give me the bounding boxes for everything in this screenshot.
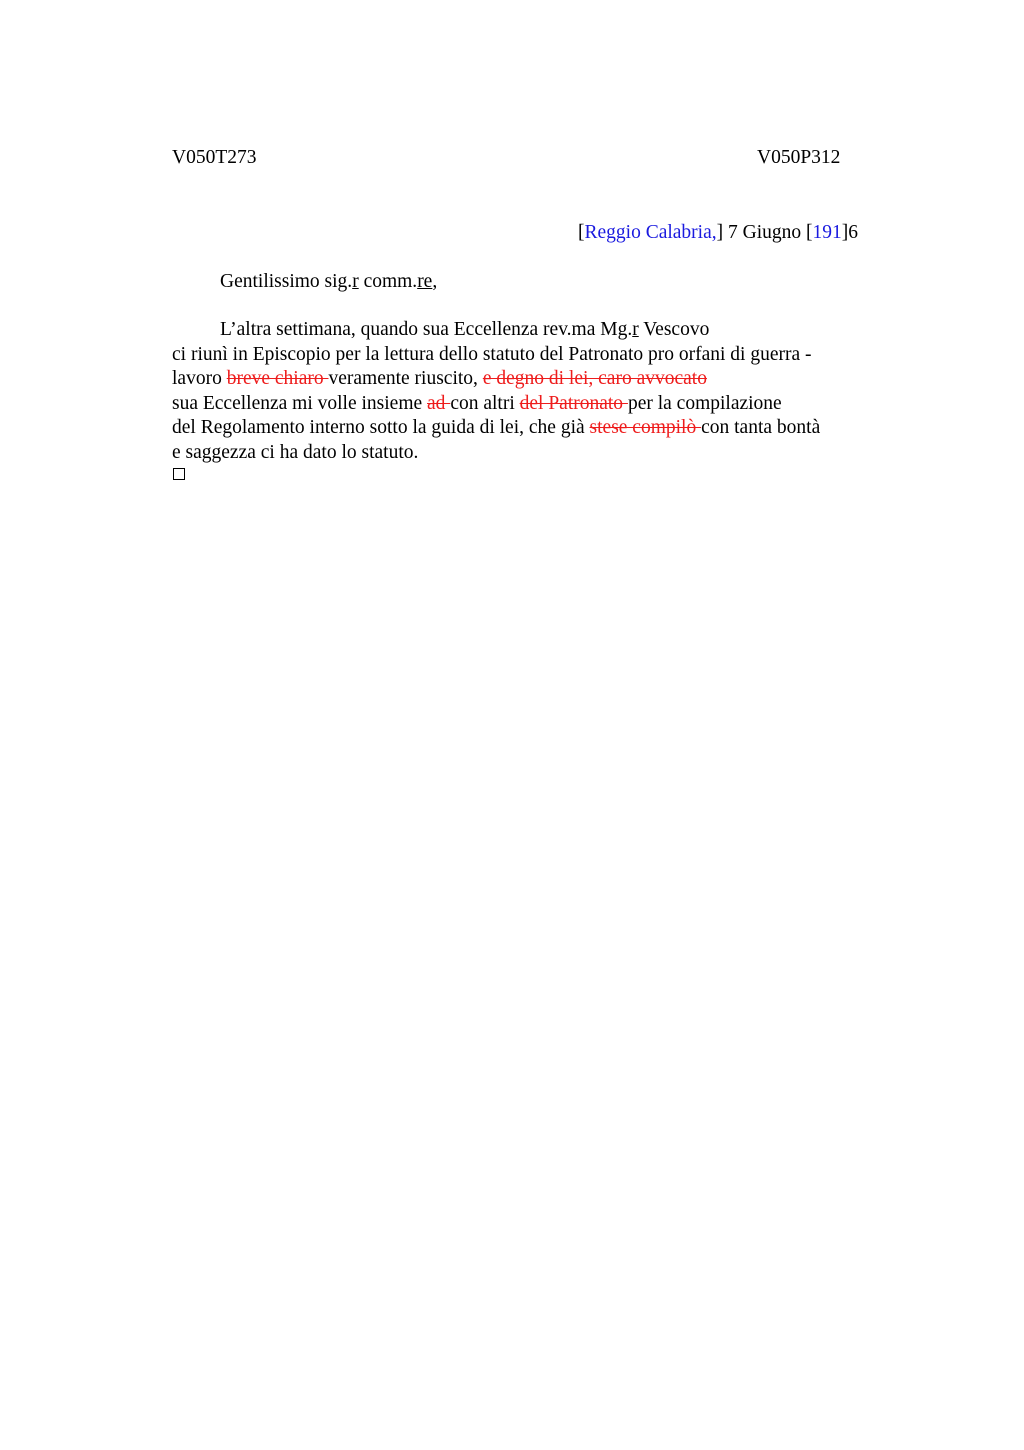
dateline-bracket: ] (841, 222, 849, 243)
body-text: lavoro (172, 368, 227, 389)
body-line-6: e saggezza ci ha dato lo statuto. (172, 442, 419, 463)
salutation-text: , (432, 271, 438, 292)
body-text: sua Eccellenza mi volle insieme (172, 393, 428, 414)
dateline-date: 7 Giugno (723, 222, 806, 243)
body-text: veramente riuscito, (328, 368, 483, 389)
salutation (220, 270, 437, 295)
deleted-text: del Patronato (519, 393, 628, 414)
dateline-year-digit: 6 (848, 222, 858, 243)
body-text: del Regolamento interno sotto la guida di lei, che già (172, 417, 590, 438)
body-text: Vescovo (638, 319, 710, 340)
body-line-4 (172, 392, 782, 417)
deleted-text: stese compilò (589, 417, 702, 438)
body-text: L’altra settimana, quando sua Eccellenza rev.ma Mg. (220, 319, 633, 340)
dateline (578, 221, 858, 246)
salutation-text: Gentilissimo sig. (220, 271, 353, 292)
body-text: con altri (450, 393, 520, 414)
body-text: per la compilazione (627, 393, 782, 414)
dateline-bracket: [ (577, 222, 585, 243)
deleted-text: ad (427, 393, 451, 414)
body-line-5 (172, 416, 820, 441)
dateline-year-insert: 191 (812, 222, 842, 243)
deleted-text: breve chiaro (226, 368, 329, 389)
dateline-bracket: [ (806, 222, 813, 243)
deleted-text: e degno di lei, caro avvocato (482, 368, 707, 389)
checkbox-square-icon (173, 468, 185, 480)
abbreviation-underline: r (632, 319, 639, 340)
dateline-bracket: ] (716, 222, 724, 243)
salutation-text: comm. (358, 271, 418, 292)
document-code-right: V050P312 (757, 147, 841, 168)
body-text: con tanta bontà (701, 417, 821, 438)
dateline-place: Reggio Calabria, (584, 222, 717, 243)
document-code-left: V050T273 (172, 147, 257, 168)
body-line-2: ci riunì in Episcopio per la lettura dello statuto del Patronato pro orfani di guerra - (172, 344, 812, 365)
abbreviation-underline: re (417, 271, 433, 292)
body-line-1 (220, 318, 709, 343)
abbreviation-underline: r (352, 271, 359, 292)
body-line-3 (172, 367, 707, 392)
